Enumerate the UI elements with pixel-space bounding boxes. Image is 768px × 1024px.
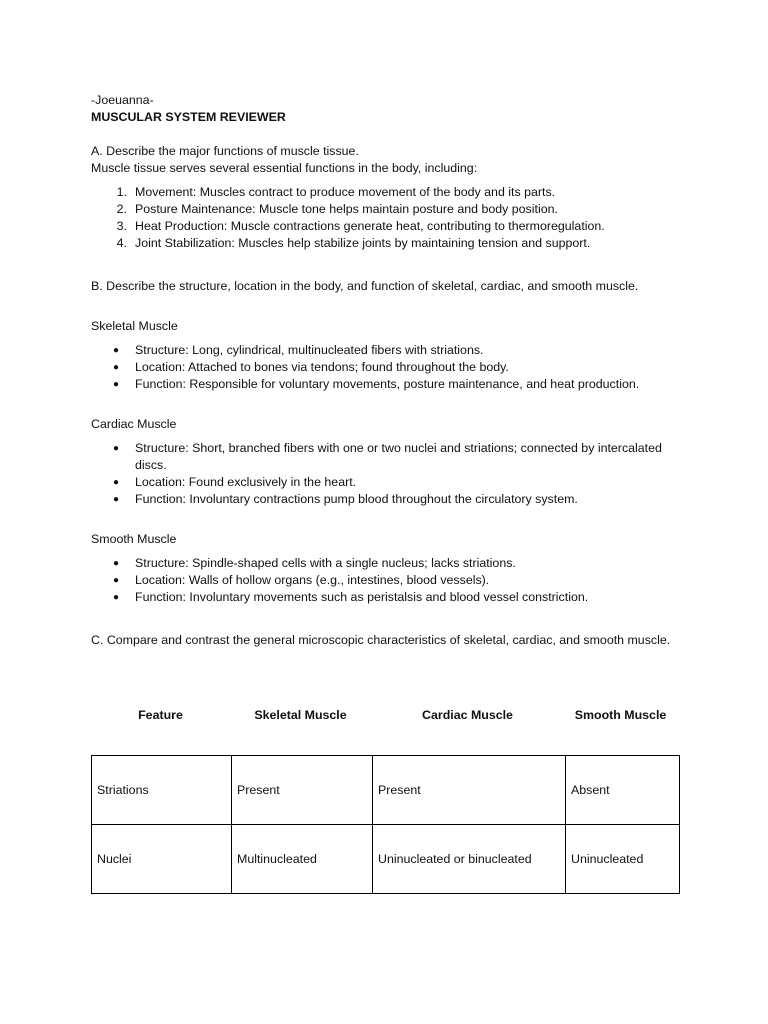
bullet-icon: ● xyxy=(113,477,120,488)
list-item: ● Function: Involuntary contractions pump blood throughout the circulatory system. xyxy=(113,492,578,506)
section-b-question: B. Describe the structure, location in the body, and function of skeletal, cardiac, and smooth muscle. xyxy=(91,279,639,293)
table-header-row xyxy=(91,707,679,725)
functions-list xyxy=(91,184,691,252)
table-row xyxy=(92,756,680,825)
list-item: ● Structure: Long, cylindrical, multinucleated fibers with striations. xyxy=(113,343,484,357)
bullet-icon: ● xyxy=(113,592,120,603)
list-item: ● Structure: Spindle-shaped cells with a single nucleus; lacks striations. xyxy=(113,556,516,570)
bullet-icon: ● xyxy=(113,379,120,390)
table-header-cardiac: Cardiac Muscle xyxy=(422,708,513,722)
table-cell: Striations xyxy=(92,756,232,825)
skeletal-heading: Skeletal Muscle xyxy=(91,319,178,333)
table-header-skeletal: Skeletal Muscle xyxy=(254,708,347,722)
table-cell: Uninucleated or binucleated xyxy=(373,825,566,894)
table-cell: Present xyxy=(373,756,566,825)
comparison-table xyxy=(91,755,680,894)
table-cell: Present xyxy=(232,756,373,825)
list-item: 4. Joint Stabilization: Muscles help stabilize joints by maintaining tension and support. xyxy=(116,236,591,250)
table-cell: Uninucleated xyxy=(566,825,680,894)
bullet-icon: ● xyxy=(113,345,120,356)
table-cell: Absent xyxy=(566,756,680,825)
cardiac-heading: Cardiac Muscle xyxy=(91,417,177,431)
table-cell: Nuclei xyxy=(92,825,232,894)
list-item: 1. Movement: Muscles contract to produce movement of the body and its parts. xyxy=(116,185,556,199)
section-a-intro: Muscle tissue serves several essential functions in the body, including: xyxy=(91,161,478,175)
list-item: 3. Heat Production: Muscle contractions generate heat, contributing to thermoregulation. xyxy=(116,219,605,233)
list-item: ● Function: Involuntary movements such as peristalsis and blood vessel constriction. xyxy=(113,590,589,604)
smooth-heading: Smooth Muscle xyxy=(91,532,177,546)
bullet-icon: ● xyxy=(113,443,120,454)
skeletal-list xyxy=(91,342,691,393)
bullet-icon: ● xyxy=(113,558,120,569)
cardiac-list xyxy=(91,440,691,508)
bullet-icon: ● xyxy=(113,494,120,505)
list-item: ● Location: Walls of hollow organs (e.g., intestines, blood vessels). xyxy=(113,573,490,587)
list-item: ● Structure: Short, branched fibers with one or two nuclei and striations; connected by intercalated discs. xyxy=(113,441,662,472)
table-header-smooth: Smooth Muscle xyxy=(574,708,667,722)
smooth-list xyxy=(91,555,691,606)
bullet-icon: ● xyxy=(113,362,120,373)
table-cell: Multinucleated xyxy=(232,825,373,894)
document-body xyxy=(91,92,691,649)
list-item: ● Location: Attached to bones via tendons; found throughout the body. xyxy=(113,360,509,374)
bullet-icon: ● xyxy=(113,575,120,586)
list-item: 2. Posture Maintenance: Muscle tone helps maintain posture and body position. xyxy=(116,202,558,216)
table-header-feature: Feature xyxy=(138,708,183,722)
author-line: -Joeuanna- xyxy=(91,93,154,107)
list-item: ● Location: Found exclusively in the heart. xyxy=(113,475,357,489)
section-c-question: C. Compare and contrast the general microscopic characteristics of skeletal, cardiac, and smooth muscle. xyxy=(91,633,671,647)
list-item: ● Function: Responsible for voluntary movements, posture maintenance, and heat production. xyxy=(113,377,640,391)
document-title: MUSCULAR SYSTEM REVIEWER xyxy=(91,110,286,124)
table-row xyxy=(92,825,680,894)
section-a-question: A. Describe the major functions of muscle tissue. xyxy=(91,144,359,158)
